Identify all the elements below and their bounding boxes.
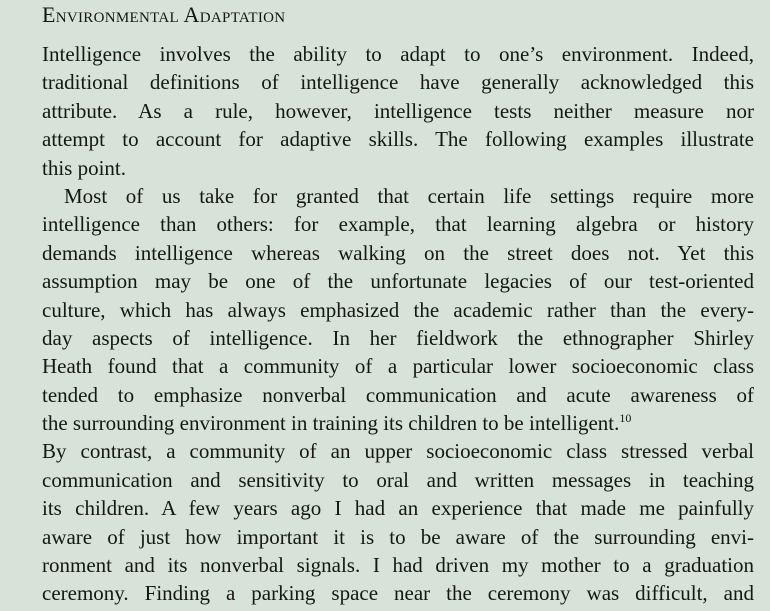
text-line-content: the surrounding environment in training its children to be intelligent. <box>42 411 620 436</box>
text-line: attribute. As a rule, however, intelligence tests neither measure nor <box>42 98 754 123</box>
document-body <box>42 0 754 608</box>
text-line: intelligence than others: for example, that learning algebra or history <box>42 212 754 237</box>
paragraph-1 <box>42 40 754 182</box>
text-line: attempt to account for adaptive skills. The following examples illustrate <box>42 127 754 152</box>
text-line: By contrast, a community of an upper socioeconomic class stressed verbal <box>42 439 754 464</box>
text-line-with-footnote <box>42 409 754 437</box>
text-line: Intelligence involves the ability to adapt to one’s environment. Indeed, <box>42 42 754 66</box>
text-line: assumption may be one of the unfortunate legacies of our test-oriented <box>42 269 754 294</box>
section-heading: Environmental Adaptation <box>42 2 286 27</box>
text-line: its children. A few years ago I had an experience that made me painfully <box>42 496 754 521</box>
text-line: Most of us take for granted that certain life settings require more <box>64 183 754 208</box>
text-line: day aspects of intelligence. In her fieldwork the ethnographer Shirley <box>42 325 754 350</box>
text-line: communication and sensitivity to oral and written messages in teaching <box>42 467 754 492</box>
text-line: aware of just how important it is to be aware of the surrounding envi- <box>42 524 754 549</box>
text-line: ronment and its nonverbal signals. I had driven my mother to a graduation <box>42 553 754 578</box>
text-line: ceremony. Finding a parking space near the ceremony was difficult, and <box>42 581 754 606</box>
text-line: culture, which has always emphasized the academic rather than the every- <box>42 297 754 322</box>
text-line: traditional definitions of intelligence have generally acknowledged this <box>42 70 754 95</box>
text-line: this point. <box>42 155 127 180</box>
text-line: Heath found that a community of a particular lower socioeconomic class <box>42 354 754 379</box>
text-line: demands intelligence whereas walking on the street does not. Yet this <box>42 240 754 265</box>
footnote-reference: 10 <box>619 411 632 426</box>
text-line: tended to emphasize nonverbal communication and acute awareness of <box>42 382 754 407</box>
paragraph-2 <box>42 182 754 608</box>
